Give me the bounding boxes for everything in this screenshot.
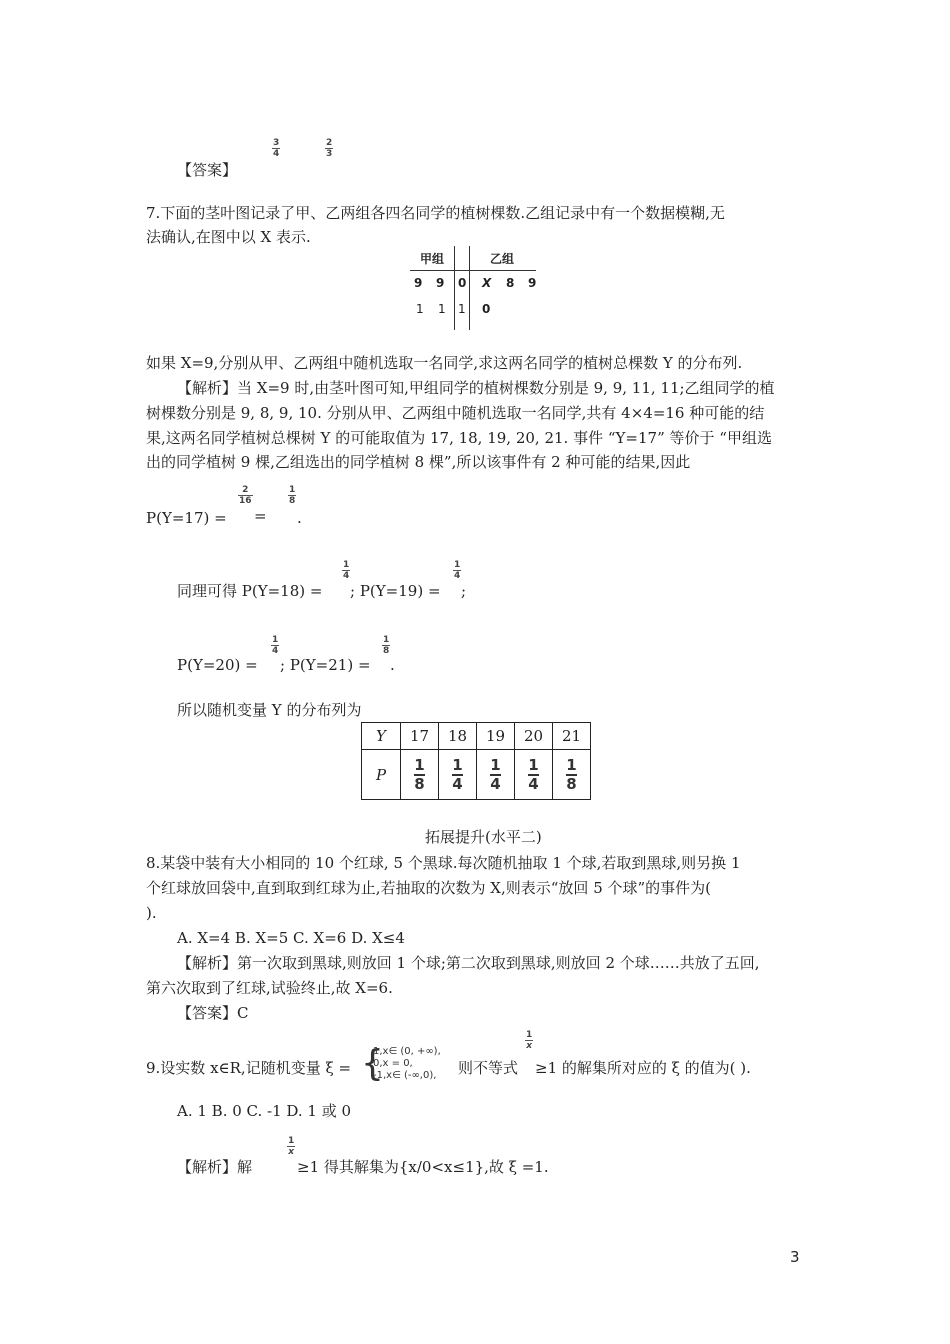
fraction: 1 4 — [272, 635, 279, 656]
q7-sol4: 出的同学植树 9 棵,乙组选出的同学植树 8 棵”,所以该事件有 2 种可能的结果,因此 — [146, 453, 691, 471]
leaf: 9 — [528, 276, 537, 290]
table-prob: $\frac{1}{4}$ — [439, 750, 477, 800]
table-prob: $\frac{1}{8}$ — [401, 750, 439, 800]
case-line: -1,x∈ (-∞,0), — [373, 1070, 437, 1081]
leaf: X — [482, 276, 492, 290]
table-value: 21 — [553, 723, 591, 750]
q8-line1: 8.某袋中装有大小相同的 10 个红球, 5 个黑球.每次随机抽取 1 个球,若取到黑球,则另换 1 — [146, 854, 741, 872]
p18-text: 同理可得 P(Y=18) = — [177, 582, 323, 600]
q7-question: 如果 X=9,分别从甲、乙两组中随机选取一名同学,求这两名同学的植树总棵数 Y 的分布列. — [146, 354, 743, 372]
answer-label: 【答案】 — [177, 161, 238, 179]
fraction: 1 8 — [383, 635, 390, 656]
leaf: 1 — [416, 302, 424, 316]
fraction: 3 4 — [273, 138, 280, 159]
p21-text: ; P(Y=21) = — [280, 656, 371, 674]
q7-sol1: 【解析】当 X=9 时,由茎叶图可知,甲组同学的植树棵数分别是 9, 9, 11, 11;乙组同学的植 — [177, 379, 775, 397]
piecewise-cases: { 1,x∈ (0, +∞), 0,x = 0, -1,x∈ (-∞,0), — [361, 1043, 441, 1084]
q7-line1: 7.下面的茎叶图记录了甲、乙两组各四名同学的植树棵数.乙组记录中有一个数据模糊,无 — [146, 204, 725, 222]
fraction: 1 4 — [343, 560, 350, 581]
table-header-p: P — [362, 750, 401, 800]
case-line: 0,x = 0, — [373, 1058, 413, 1069]
case-line: 1,x∈ (0, +∞), — [373, 1046, 441, 1057]
q9-mid: 则不等式 — [458, 1059, 519, 1077]
table-header-y: Y — [362, 723, 401, 750]
equals: = — [254, 507, 267, 525]
table-prob: $\frac{1}{8}$ — [553, 750, 591, 800]
leaf: 0 — [482, 302, 491, 316]
stem: 0 — [458, 276, 467, 290]
table-prob: $\frac{1}{4}$ — [515, 750, 553, 800]
q7-sol2: 树棵数分别是 9, 8, 9, 10. 分别从甲、乙两组中随机选取一名同学,共有 4×4=16 种可能的结 — [146, 404, 765, 422]
q7-sol3: 果,这两名同学植树总棵树 Y 的可能取值为 17, 18, 19, 20, 21. 事件 “Y=17” 等价于 “甲组选 — [146, 429, 772, 447]
table-value: 17 — [401, 723, 439, 750]
fraction: 1 x — [288, 1136, 295, 1157]
q9-post: ≥1 的解集所对应的 ξ 的值为( ). — [535, 1059, 751, 1077]
table-value: 18 — [439, 723, 477, 750]
stem-leaf-plot — [410, 246, 540, 330]
stem: 1 — [458, 302, 466, 316]
dist-intro: 所以随机变量 Y 的分布列为 — [177, 701, 362, 719]
fraction: 1 8 — [289, 485, 296, 506]
q9-options: A. 1 B. 0 C. -1 D. 1 或 0 — [177, 1102, 352, 1120]
q8-options: A. X=4 B. X=5 C. X=6 D. X≤4 — [177, 929, 405, 947]
fraction: 2 16 — [239, 485, 252, 506]
table-value: 19 — [477, 723, 515, 750]
period: . — [390, 656, 395, 674]
q9-pre: 9.设实数 x∈R,记随机变量 ξ = — [146, 1059, 352, 1077]
page-number: 3 — [790, 1248, 800, 1266]
right-header: 乙组 — [490, 252, 515, 266]
distribution-table — [361, 722, 591, 800]
leaf: 9 — [414, 276, 423, 290]
q8-line3: ). — [146, 904, 157, 922]
section-title: 拓展提升(水平二) — [425, 828, 542, 846]
p17-lhs: P(Y=17) = — [146, 509, 227, 527]
q8-answer: 【答案】C — [177, 1004, 249, 1022]
leaf: 1 — [438, 302, 446, 316]
period: . — [297, 509, 302, 527]
q8-sol1: 【解析】第一次取到黑球,则放回 1 个球;第二次取到黑球,则放回 2 个球……共放了五回, — [177, 954, 760, 972]
p20-text: P(Y=20) = — [177, 656, 258, 674]
leaf: 9 — [436, 276, 445, 290]
semicolon: ; — [461, 582, 467, 600]
q8-line2: 个红球放回袋中,直到取到红球为止,若抽取的次数为 X,则表示“放回 5 个球”的事件为( — [146, 879, 712, 897]
q7-line2: 法确认,在图中以 X 表示. — [146, 228, 311, 246]
left-header: 甲组 — [420, 252, 445, 266]
fraction: 1 x — [526, 1030, 533, 1051]
q9-sol-pre: 【解析】解 — [177, 1158, 253, 1176]
fraction: 2 3 — [326, 138, 333, 159]
q8-sol2: 第六次取到了红球,试验终止,故 X=6. — [146, 979, 393, 997]
fraction: 1 4 — [454, 560, 461, 581]
q9-sol-post: ≥1 得其解集为{x/0<x≤1},故 ξ =1. — [297, 1158, 549, 1176]
table-value: 20 — [515, 723, 553, 750]
p19-text: ; P(Y=19) = — [350, 582, 441, 600]
table-prob: $\frac{1}{4}$ — [477, 750, 515, 800]
leaf: 8 — [506, 276, 515, 290]
